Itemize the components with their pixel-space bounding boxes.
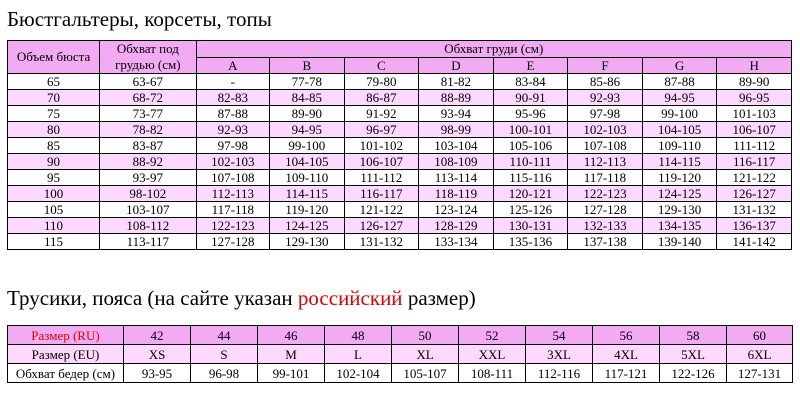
cup-value-cell: 95-96 — [493, 106, 568, 122]
size-value-cell: 6XL — [727, 345, 793, 364]
underbust-cell: 73-77 — [100, 106, 196, 122]
cup-value-cell: 120-121 — [493, 186, 568, 202]
bust-size-cell: 110 — [8, 218, 100, 234]
row-label: Размер (EU) — [8, 345, 124, 364]
table-row — [8, 74, 792, 90]
cup-value-cell: 133-134 — [419, 234, 494, 250]
cup-value-cell: 119-120 — [270, 202, 345, 218]
bra-size-table — [7, 40, 792, 250]
cup-value-cell: 102-103 — [568, 122, 643, 138]
cup-value-cell: 126-127 — [344, 218, 419, 234]
title2-after: размер) — [402, 286, 476, 310]
cup-header-e: E — [493, 57, 568, 74]
cup-value-cell: 92-93 — [568, 90, 643, 106]
title2-highlight: российский — [297, 286, 403, 310]
size-value-cell: 108-111 — [459, 364, 526, 383]
cup-value-cell: 114-115 — [642, 154, 717, 170]
cup-header-b: B — [270, 57, 345, 74]
bust-size-cell: 100 — [8, 186, 100, 202]
underbust-cell: 98-102 — [100, 186, 196, 202]
cup-value-cell: 127-128 — [568, 202, 643, 218]
cup-value-cell: 131-132 — [717, 202, 792, 218]
size-value-cell: 52 — [459, 326, 526, 345]
bust-size-cell: 75 — [8, 106, 100, 122]
cup-value-cell: 118-119 — [419, 186, 494, 202]
size-value-cell: 112-116 — [526, 364, 593, 383]
bust-size-cell: 85 — [8, 138, 100, 154]
row-label: Размер (RU) — [8, 326, 124, 345]
size-value-cell: 5XL — [660, 345, 727, 364]
size-value-cell: 96-98 — [191, 364, 258, 383]
underbust-cell: 78-82 — [100, 122, 196, 138]
cup-value-cell: 105-106 — [493, 138, 568, 154]
size-value-cell: L — [325, 345, 392, 364]
cup-value-cell: 111-112 — [344, 170, 419, 186]
cup-value-cell: 122-123 — [196, 218, 269, 234]
cup-value-cell: 129-130 — [270, 234, 345, 250]
cup-value-cell: 100-101 — [493, 122, 568, 138]
cup-value-cell: 111-112 — [717, 138, 792, 154]
table-row — [8, 106, 792, 122]
cup-value-cell: 121-122 — [344, 202, 419, 218]
cup-value-cell: 104-105 — [642, 122, 717, 138]
cup-value-cell: 93-94 — [419, 106, 494, 122]
cup-value-cell: 77-78 — [270, 74, 345, 90]
table-row — [8, 345, 793, 364]
cup-value-cell: 99-100 — [270, 138, 345, 154]
header-bust-girth: Обхват груди (см) — [196, 41, 791, 58]
cup-value-cell: 109-110 — [642, 138, 717, 154]
size-value-cell: 93-95 — [124, 364, 191, 383]
size-value-cell: 99-101 — [258, 364, 325, 383]
cup-value-cell: 123-124 — [419, 202, 494, 218]
table-row — [8, 138, 792, 154]
cup-value-cell: 85-86 — [568, 74, 643, 90]
cup-value-cell: 102-103 — [196, 154, 269, 170]
bra-header-row — [8, 41, 792, 58]
table-row — [8, 186, 792, 202]
underbust-cell: 63-67 — [100, 74, 196, 90]
underbust-cell: 93-97 — [100, 170, 196, 186]
size-value-cell: 4XL — [593, 345, 660, 364]
bust-size-cell: 80 — [8, 122, 100, 138]
cup-value-cell: 119-120 — [642, 170, 717, 186]
cup-value-cell: 132-133 — [568, 218, 643, 234]
underbust-cell: 113-117 — [100, 234, 196, 250]
panties-size-table — [7, 325, 793, 383]
cup-value-cell: 99-100 — [642, 106, 717, 122]
bust-size-cell: 65 — [8, 74, 100, 90]
cup-value-cell: 82-83 — [196, 90, 269, 106]
cup-value-cell: 112-113 — [196, 186, 269, 202]
cup-value-cell: 125-126 — [493, 202, 568, 218]
cup-value-cell: 97-98 — [568, 106, 643, 122]
cup-value-cell: - — [196, 74, 269, 90]
size-value-cell: 3XL — [526, 345, 593, 364]
size-value-cell: 60 — [727, 326, 793, 345]
table-row — [8, 218, 792, 234]
cup-value-cell: 126-127 — [717, 186, 792, 202]
cup-value-cell: 98-99 — [419, 122, 494, 138]
cup-value-cell: 86-87 — [344, 90, 419, 106]
cup-header-h: H — [717, 57, 792, 74]
cup-value-cell: 135-136 — [493, 234, 568, 250]
cup-value-cell: 141-142 — [717, 234, 792, 250]
size-value-cell: 48 — [325, 326, 392, 345]
cup-value-cell: 96-95 — [717, 90, 792, 106]
cup-value-cell: 117-118 — [196, 202, 269, 218]
cup-value-cell: 116-117 — [717, 154, 792, 170]
size-value-cell: 44 — [191, 326, 258, 345]
size-value-cell: XS — [124, 345, 191, 364]
size-value-cell: 46 — [258, 326, 325, 345]
cup-value-cell: 91-92 — [344, 106, 419, 122]
cup-value-cell: 90-91 — [493, 90, 568, 106]
size-value-cell: S — [191, 345, 258, 364]
cup-value-cell: 137-138 — [568, 234, 643, 250]
table-row — [8, 326, 793, 345]
cup-value-cell: 112-113 — [568, 154, 643, 170]
cup-value-cell: 114-115 — [270, 186, 345, 202]
underbust-cell: 83-87 — [100, 138, 196, 154]
size-value-cell: 102-104 — [325, 364, 392, 383]
cup-value-cell: 88-89 — [419, 90, 494, 106]
cup-value-cell: 92-93 — [196, 122, 269, 138]
cup-value-cell: 97-98 — [196, 138, 269, 154]
cup-value-cell: 94-95 — [642, 90, 717, 106]
cup-value-cell: 101-103 — [717, 106, 792, 122]
cup-value-cell: 96-97 — [344, 122, 419, 138]
size-value-cell: XXL — [459, 345, 526, 364]
cup-value-cell: 108-109 — [419, 154, 494, 170]
table-row — [8, 154, 792, 170]
size-value-cell: 127-131 — [727, 364, 793, 383]
cup-value-cell: 106-107 — [717, 122, 792, 138]
cup-value-cell: 87-88 — [196, 106, 269, 122]
cup-value-cell: 124-125 — [642, 186, 717, 202]
cup-value-cell: 106-107 — [344, 154, 419, 170]
cup-value-cell: 87-88 — [642, 74, 717, 90]
size-value-cell: 50 — [392, 326, 459, 345]
bust-size-cell: 70 — [8, 90, 100, 106]
cup-value-cell: 107-108 — [568, 138, 643, 154]
underbust-cell: 68-72 — [100, 90, 196, 106]
cup-value-cell: 104-105 — [270, 154, 345, 170]
underbust-cell: 88-92 — [100, 154, 196, 170]
size-value-cell: 56 — [593, 326, 660, 345]
bust-size-cell: 95 — [8, 170, 100, 186]
table-row — [8, 90, 792, 106]
bust-size-cell: 115 — [8, 234, 100, 250]
cup-value-cell: 103-104 — [419, 138, 494, 154]
table-row — [8, 234, 792, 250]
cup-value-cell: 109-110 — [270, 170, 345, 186]
size-value-cell: XL — [392, 345, 459, 364]
header-underbust: Обхват под грудью (см) — [100, 41, 196, 74]
cup-value-cell: 128-129 — [419, 218, 494, 234]
cup-value-cell: 116-117 — [344, 186, 419, 202]
bust-size-cell: 105 — [8, 202, 100, 218]
cup-value-cell: 84-85 — [270, 90, 345, 106]
cup-value-cell: 134-135 — [642, 218, 717, 234]
size-value-cell: 42 — [124, 326, 191, 345]
cup-value-cell: 101-102 — [344, 138, 419, 154]
table-row — [8, 122, 792, 138]
cup-header-c: C — [344, 57, 419, 74]
size-value-cell: 58 — [660, 326, 727, 345]
cup-value-cell: 129-130 — [642, 202, 717, 218]
cup-value-cell: 94-95 — [270, 122, 345, 138]
cup-value-cell: 130-131 — [493, 218, 568, 234]
cup-header-d: D — [419, 57, 494, 74]
header-bust-volume: Объем бюста — [8, 41, 100, 74]
bra-section-title: Бюстгальтеры, корсеты, топы — [7, 7, 272, 31]
cup-value-cell: 79-80 — [344, 74, 419, 90]
cup-value-cell: 81-82 — [419, 74, 494, 90]
cup-value-cell: 107-108 — [196, 170, 269, 186]
cup-header-g: G — [642, 57, 717, 74]
cup-value-cell: 89-90 — [717, 74, 792, 90]
cup-value-cell: 110-111 — [493, 154, 568, 170]
row-label: Обхват бедер (см) — [8, 364, 124, 383]
table-row — [8, 364, 793, 383]
size-value-cell: 105-107 — [392, 364, 459, 383]
cup-value-cell: 131-132 — [344, 234, 419, 250]
cup-header-a: A — [196, 57, 269, 74]
table-row — [8, 202, 792, 218]
panties-section-title — [7, 286, 476, 310]
cup-value-cell: 89-90 — [270, 106, 345, 122]
cup-value-cell: 117-118 — [568, 170, 643, 186]
cup-value-cell: 121-122 — [717, 170, 792, 186]
cup-value-cell: 124-125 — [270, 218, 345, 234]
underbust-cell: 103-107 — [100, 202, 196, 218]
cup-value-cell: 136-137 — [717, 218, 792, 234]
cup-value-cell: 139-140 — [642, 234, 717, 250]
title2-before: Трусики, пояса (на сайте указан — [7, 286, 298, 310]
cup-header-f: F — [568, 57, 643, 74]
cup-value-cell: 83-84 — [493, 74, 568, 90]
size-value-cell: 117-121 — [593, 364, 660, 383]
size-value-cell: M — [258, 345, 325, 364]
table-row — [8, 170, 792, 186]
cup-value-cell: 127-128 — [196, 234, 269, 250]
bust-size-cell: 90 — [8, 154, 100, 170]
size-value-cell: 122-126 — [660, 364, 727, 383]
size-value-cell: 54 — [526, 326, 593, 345]
underbust-cell: 108-112 — [100, 218, 196, 234]
cup-value-cell: 113-114 — [419, 170, 494, 186]
cup-value-cell: 122-123 — [568, 186, 643, 202]
cup-value-cell: 115-116 — [493, 170, 568, 186]
